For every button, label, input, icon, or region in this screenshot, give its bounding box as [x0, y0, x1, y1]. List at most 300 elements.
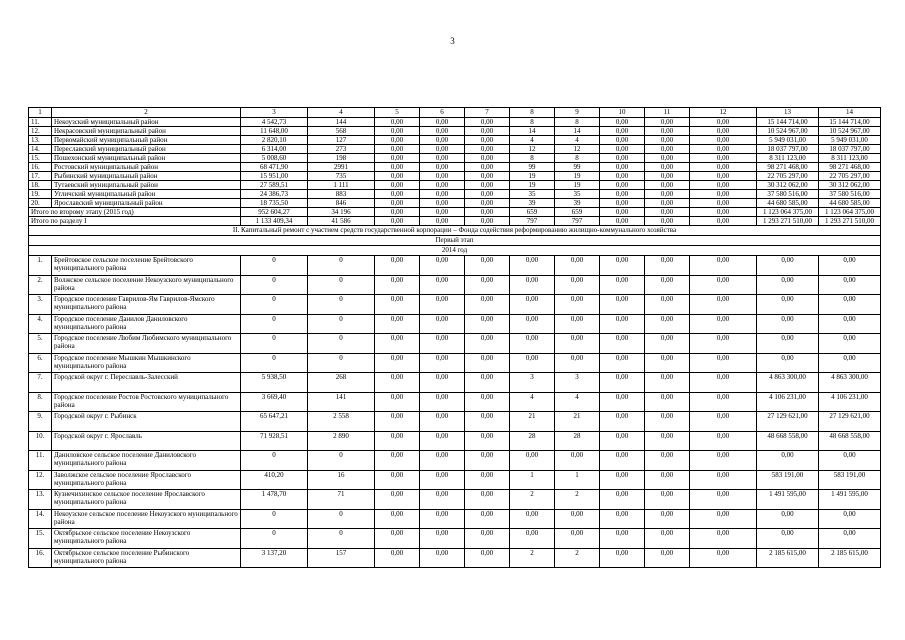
table-cell: 48 668 558,00: [757, 431, 819, 451]
table-cell: 10 524 967,00: [819, 127, 881, 136]
table-cell: 0,00: [420, 529, 465, 549]
table-row: [29, 154, 881, 163]
table-cell: 2: [555, 490, 600, 510]
table-cell: 0,00: [600, 190, 645, 199]
total-cell: 659: [510, 208, 555, 217]
table-cell: 4 863 300,00: [757, 373, 819, 393]
table-cell: 0,00: [375, 199, 420, 208]
total-cell: 0,00: [645, 217, 690, 226]
table-cell: 0,00: [420, 490, 465, 510]
column-header: 10: [600, 108, 645, 118]
table-cell: 0,00: [420, 154, 465, 163]
year-title-row: [29, 246, 881, 256]
table-cell: 24 386,73: [241, 190, 308, 199]
table-cell: 15 144 714,00: [819, 118, 881, 127]
table-cell: 68 471,90: [241, 163, 308, 172]
table-cell: 0,00: [690, 127, 757, 136]
table-cell: 0,00: [690, 470, 757, 490]
row-number: 2.: [29, 275, 52, 295]
table-cell: 0,00: [690, 181, 757, 190]
table-cell: 0,00: [645, 145, 690, 154]
table-cell: 0,00: [375, 172, 420, 181]
table-cell: 0,00: [510, 295, 555, 315]
table-cell: 0,00: [600, 256, 645, 276]
settlement-name: Октябрьское сельское поселение Некоузского муниципального района: [52, 529, 241, 549]
table-cell: 0: [308, 314, 375, 334]
table-cell: 0,00: [645, 334, 690, 354]
table-cell: 0,00: [819, 509, 881, 529]
table-cell: 0,00: [420, 392, 465, 412]
district-name: Некрасовский муниципальный район: [52, 127, 241, 136]
table-cell: 0,00: [465, 118, 510, 127]
table-cell: 583 191,00: [757, 470, 819, 490]
table-cell: 0,00: [420, 548, 465, 568]
table-cell: 0,00: [465, 145, 510, 154]
table-cell: 0,00: [690, 334, 757, 354]
table-cell: 0,00: [375, 392, 420, 412]
table-cell: 0,00: [645, 127, 690, 136]
table-row: [29, 509, 881, 529]
table-row: [29, 392, 881, 412]
table-cell: 0,00: [757, 334, 819, 354]
table-row: [29, 412, 881, 432]
table-cell: 0,00: [510, 334, 555, 354]
table-cell: 4 542,73: [241, 118, 308, 127]
table-row: [29, 163, 881, 172]
table-cell: 273: [308, 145, 375, 154]
table-cell: 0,00: [600, 118, 645, 127]
table-cell: 0,00: [510, 353, 555, 373]
district-name: Тутаевский муниципальный район: [52, 181, 241, 190]
table-cell: 0,00: [465, 353, 510, 373]
table-body: [29, 108, 881, 568]
table-cell: 0,00: [690, 529, 757, 549]
row-number: 13.: [29, 136, 52, 145]
column-header: 14: [819, 108, 881, 118]
table-cell: 0,00: [375, 127, 420, 136]
table-cell: 0,00: [420, 451, 465, 471]
table-cell: 0,00: [645, 490, 690, 510]
row-number: 5.: [29, 334, 52, 354]
district-name: Пошехонский муниципальный район: [52, 154, 241, 163]
table-cell: 0: [308, 529, 375, 549]
table-cell: 19: [555, 172, 600, 181]
table-cell: 0,00: [645, 199, 690, 208]
table-cell: 141: [308, 392, 375, 412]
table-cell: 127: [308, 136, 375, 145]
table-cell: 0,00: [465, 181, 510, 190]
table-cell: 0,00: [600, 529, 645, 549]
table-cell: 735: [308, 172, 375, 181]
table-cell: 0,00: [375, 181, 420, 190]
table-cell: 0,00: [555, 275, 600, 295]
table-cell: 0,00: [600, 334, 645, 354]
settlement-name: Городское поселение Мышкин Мышкинского муниципального района: [52, 353, 241, 373]
table-cell: 0,00: [420, 181, 465, 190]
table-cell: 8: [510, 118, 555, 127]
table-cell: 0,00: [819, 275, 881, 295]
total-cell: 1 123 064 375,00: [819, 208, 881, 217]
table-cell: 0,00: [757, 451, 819, 471]
settlement-name: Некоузское сельское поселение Некоузского муниципального района: [52, 509, 241, 529]
settlement-name: Даниловское сельское поселение Даниловского муниципального района: [52, 451, 241, 471]
district-name: Некоузский муниципальный район: [52, 118, 241, 127]
row-number: 14.: [29, 145, 52, 154]
table-cell: 0,00: [420, 136, 465, 145]
table-cell: 0,00: [375, 163, 420, 172]
total-cell: 34 196: [308, 208, 375, 217]
table-cell: 0,00: [600, 548, 645, 568]
table-cell: 0: [308, 275, 375, 295]
total-cell: 0,00: [465, 208, 510, 217]
table-cell: 0,00: [690, 314, 757, 334]
column-header: 12: [690, 108, 757, 118]
table-cell: 0,00: [375, 431, 420, 451]
table-cell: 21: [555, 412, 600, 432]
table-cell: 0,00: [420, 118, 465, 127]
table-cell: 0,00: [645, 172, 690, 181]
row-number: 10.: [29, 431, 52, 451]
table-cell: 0,00: [465, 190, 510, 199]
column-header: 13: [757, 108, 819, 118]
table-cell: 0,00: [600, 490, 645, 510]
table-cell: 2: [510, 490, 555, 510]
table-cell: 0,00: [510, 529, 555, 549]
table-cell: 0,00: [420, 314, 465, 334]
total-cell: 659: [555, 208, 600, 217]
table-cell: 0,00: [375, 373, 420, 393]
row-number: 15.: [29, 529, 52, 549]
table-cell: 0,00: [819, 529, 881, 549]
total-cell: 1 123 064 375,00: [757, 208, 819, 217]
table-cell: 0: [308, 295, 375, 315]
table-cell: 4: [555, 392, 600, 412]
table-cell: 0,00: [819, 295, 881, 315]
table-cell: 0,00: [555, 353, 600, 373]
table-cell: 0,00: [375, 412, 420, 432]
table-row: [29, 190, 881, 199]
table-cell: 0: [308, 256, 375, 276]
table-cell: 0,00: [600, 412, 645, 432]
table-cell: 19: [555, 181, 600, 190]
table-cell: 1 491 595,00: [757, 490, 819, 510]
table-cell: 0,00: [555, 334, 600, 354]
column-header: 6: [420, 108, 465, 118]
column-header: 5: [375, 108, 420, 118]
table-cell: 0,00: [645, 392, 690, 412]
row-number: 13.: [29, 490, 52, 510]
table-cell: 30 312 062,00: [757, 181, 819, 190]
row-number: 3.: [29, 295, 52, 315]
table-cell: 0,00: [465, 470, 510, 490]
table-cell: 0,00: [375, 490, 420, 510]
table-cell: 0: [241, 353, 308, 373]
table-cell: 15 144 714,00: [757, 118, 819, 127]
table-cell: 883: [308, 190, 375, 199]
table-cell: 0,00: [420, 163, 465, 172]
district-name: Рыбинский муниципальный район: [52, 172, 241, 181]
settlement-name: Волжское сельское поселение Некоузского муниципального района: [52, 275, 241, 295]
row-number: 6.: [29, 353, 52, 373]
table-cell: 0,00: [465, 199, 510, 208]
total-label: Итого по второму этапу (2015 год): [29, 208, 241, 217]
table-cell: 0,00: [690, 295, 757, 315]
table-cell: 0,00: [600, 295, 645, 315]
table-cell: 0,00: [510, 451, 555, 471]
row-number: 18.: [29, 181, 52, 190]
table-cell: 35: [510, 190, 555, 199]
table-cell: 0,00: [690, 118, 757, 127]
table-cell: 0,00: [510, 275, 555, 295]
total-cell: 0,00: [600, 217, 645, 226]
table-cell: 0,00: [645, 451, 690, 471]
section-title: II. Капитальный ремонт с участием средств государственной корпорации – Фонда содействия реформированию жилищно-коммунального хозяйства: [29, 226, 881, 236]
table-cell: 0,00: [375, 470, 420, 490]
table-cell: 0,00: [465, 431, 510, 451]
table-cell: 0,00: [420, 145, 465, 154]
table-row: [29, 490, 881, 510]
total-cell: 1 133 409,34: [241, 217, 308, 226]
table-row: [29, 373, 881, 393]
table-cell: 0,00: [420, 256, 465, 276]
table-cell: 0,00: [600, 172, 645, 181]
table-cell: 0: [241, 509, 308, 529]
table-row: [29, 172, 881, 181]
table-row: [29, 199, 881, 208]
table-cell: 0,00: [420, 127, 465, 136]
total-cell: 0,00: [465, 217, 510, 226]
table-cell: 0,00: [645, 118, 690, 127]
table-cell: 0,00: [465, 256, 510, 276]
table-cell: 8 311 123,00: [757, 154, 819, 163]
table-row: [29, 256, 881, 276]
row-number: 16.: [29, 163, 52, 172]
table-cell: 19: [510, 172, 555, 181]
table-row: [29, 431, 881, 451]
settlement-name: Городское поселение Данилов Даниловского муниципального района: [52, 314, 241, 334]
table-cell: 3 669,40: [241, 392, 308, 412]
row-number: 15.: [29, 154, 52, 163]
row-number: 1.: [29, 256, 52, 276]
table-cell: 0,00: [555, 509, 600, 529]
table-row: [29, 334, 881, 354]
settlement-name: Городской округ г. Ярославль: [52, 431, 241, 451]
table-cell: 157: [308, 548, 375, 568]
table-cell: 0: [241, 275, 308, 295]
table-cell: 2 185 615,00: [819, 548, 881, 568]
total-cell: 797: [555, 217, 600, 226]
column-header: 11: [645, 108, 690, 118]
table-row: [29, 295, 881, 315]
table-cell: 0: [241, 295, 308, 315]
table-cell: 0,00: [420, 353, 465, 373]
stage-title-row: [29, 236, 881, 246]
table-cell: 11 648,00: [241, 127, 308, 136]
table-cell: 0,00: [600, 136, 645, 145]
table-cell: 48 668 558,00: [819, 431, 881, 451]
table-row: [29, 145, 881, 154]
row-number: 11.: [29, 451, 52, 471]
total-cell: 0,00: [420, 208, 465, 217]
table-cell: 71: [308, 490, 375, 510]
district-name: Ярославский муниципальный район: [52, 199, 241, 208]
table-cell: 35: [555, 190, 600, 199]
table-cell: 0: [241, 314, 308, 334]
table-cell: 27 129 621,00: [819, 412, 881, 432]
table-cell: 0,00: [555, 295, 600, 315]
table-cell: 4: [555, 136, 600, 145]
table-cell: 12: [510, 145, 555, 154]
table-cell: 99: [510, 163, 555, 172]
table-cell: 0,00: [465, 373, 510, 393]
column-header: 1: [29, 108, 52, 118]
total-row: [29, 217, 881, 226]
table-cell: 0: [241, 451, 308, 471]
table-cell: 0,00: [375, 548, 420, 568]
table-cell: 0,00: [465, 490, 510, 510]
table-cell: 0,00: [375, 154, 420, 163]
table-cell: 8 311 123,00: [819, 154, 881, 163]
table-row: [29, 314, 881, 334]
table-cell: 0,00: [420, 190, 465, 199]
settlement-name: Городской округ г. Переславль-Залесский: [52, 373, 241, 393]
settlement-name: Городской округ г. Рыбинск: [52, 412, 241, 432]
table-cell: 0,00: [555, 529, 600, 549]
table-row: [29, 470, 881, 490]
table-cell: 0,00: [690, 353, 757, 373]
column-header: 4: [308, 108, 375, 118]
table-cell: 18 037 797,00: [819, 145, 881, 154]
table-cell: 0,00: [819, 314, 881, 334]
table-cell: 0: [241, 529, 308, 549]
table-cell: 37 580 516,00: [819, 190, 881, 199]
table-cell: 0,00: [645, 295, 690, 315]
table-cell: 0,00: [819, 451, 881, 471]
table-cell: 0: [308, 509, 375, 529]
table-cell: 0,00: [510, 509, 555, 529]
table-row: [29, 275, 881, 295]
table-cell: 0,00: [420, 199, 465, 208]
table-cell: 2 820,10: [241, 136, 308, 145]
table-cell: 3: [555, 373, 600, 393]
table-cell: 65 647,21: [241, 412, 308, 432]
table-cell: 0,00: [600, 509, 645, 529]
table-cell: 0,00: [465, 334, 510, 354]
table-cell: 8: [555, 118, 600, 127]
row-number: 4.: [29, 314, 52, 334]
table-cell: 0,00: [819, 334, 881, 354]
table-cell: 5 949 031,00: [819, 136, 881, 145]
total-cell: 797: [510, 217, 555, 226]
district-name: Первомайский муниципальный район: [52, 136, 241, 145]
table-cell: 0,00: [420, 172, 465, 181]
repair-program-table: [28, 107, 881, 568]
table-cell: 0: [308, 353, 375, 373]
table-cell: 0,00: [420, 334, 465, 354]
table-cell: 0,00: [600, 154, 645, 163]
table-cell: 0,00: [645, 314, 690, 334]
district-name: Ростовский муниципальный район: [52, 163, 241, 172]
table-cell: 27 129 621,00: [757, 412, 819, 432]
table-cell: 4 863 300,00: [819, 373, 881, 393]
table-cell: 8: [510, 154, 555, 163]
table-cell: 846: [308, 199, 375, 208]
table-cell: 198: [308, 154, 375, 163]
table-cell: 1 478,70: [241, 490, 308, 510]
table-cell: 1 491 595,00: [819, 490, 881, 510]
table-cell: 0,00: [645, 190, 690, 199]
table-cell: 0,00: [690, 154, 757, 163]
table-cell: 4: [510, 136, 555, 145]
year-title: 2014 год: [29, 246, 881, 256]
table-cell: 0,00: [819, 353, 881, 373]
table-cell: 0,00: [690, 431, 757, 451]
row-number: 19.: [29, 190, 52, 199]
table-cell: 0,00: [375, 256, 420, 276]
table-cell: 22 705 297,00: [819, 172, 881, 181]
table-cell: 0,00: [690, 392, 757, 412]
table-cell: 0,00: [690, 136, 757, 145]
table-cell: 0,00: [600, 470, 645, 490]
table-cell: 0: [308, 334, 375, 354]
table-cell: 0,00: [465, 392, 510, 412]
table-cell: 0,00: [375, 314, 420, 334]
row-number: 14.: [29, 509, 52, 529]
table-cell: 0,00: [510, 314, 555, 334]
table-cell: 0,00: [645, 163, 690, 172]
table-cell: 2 185 615,00: [757, 548, 819, 568]
total-cell: 1 293 271 510,00: [819, 217, 881, 226]
table-cell: 98 271 468,00: [819, 163, 881, 172]
table-cell: 0,00: [465, 154, 510, 163]
table-cell: 0: [241, 256, 308, 276]
table-cell: 0,00: [757, 509, 819, 529]
section-title-row: [29, 226, 881, 236]
table-cell: 1 111: [308, 181, 375, 190]
table-cell: 0,00: [645, 154, 690, 163]
table-cell: 0,00: [465, 509, 510, 529]
table-cell: 0,00: [375, 451, 420, 471]
table-cell: 0,00: [645, 470, 690, 490]
row-number: 16.: [29, 548, 52, 568]
table-cell: 28: [555, 431, 600, 451]
table-cell: 14: [510, 127, 555, 136]
row-number: 8.: [29, 392, 52, 412]
table-cell: 10 524 967,00: [757, 127, 819, 136]
table-cell: 0,00: [690, 451, 757, 471]
table-cell: 0,00: [690, 373, 757, 393]
table-row: [29, 181, 881, 190]
total-cell: 0,00: [645, 208, 690, 217]
table-cell: 0,00: [420, 373, 465, 393]
table-cell: 37 580 516,00: [757, 190, 819, 199]
row-number: 11.: [29, 118, 52, 127]
table-cell: 44 680 585,00: [757, 199, 819, 208]
table-cell: 0,00: [757, 314, 819, 334]
table-cell: 0,00: [465, 275, 510, 295]
settlement-name: Городское поселение Ростов Ростовского муниципального района: [52, 392, 241, 412]
table-cell: 0,00: [465, 136, 510, 145]
table-cell: 0,00: [420, 431, 465, 451]
total-label: Итого по разделу I: [29, 217, 241, 226]
row-number: 9.: [29, 412, 52, 432]
table-cell: 0,00: [600, 181, 645, 190]
table-cell: 8: [555, 154, 600, 163]
table-cell: 27 589,51: [241, 181, 308, 190]
table-cell: 0,00: [757, 529, 819, 549]
table-cell: 98 271 468,00: [757, 163, 819, 172]
table-cell: 2 558: [308, 412, 375, 432]
